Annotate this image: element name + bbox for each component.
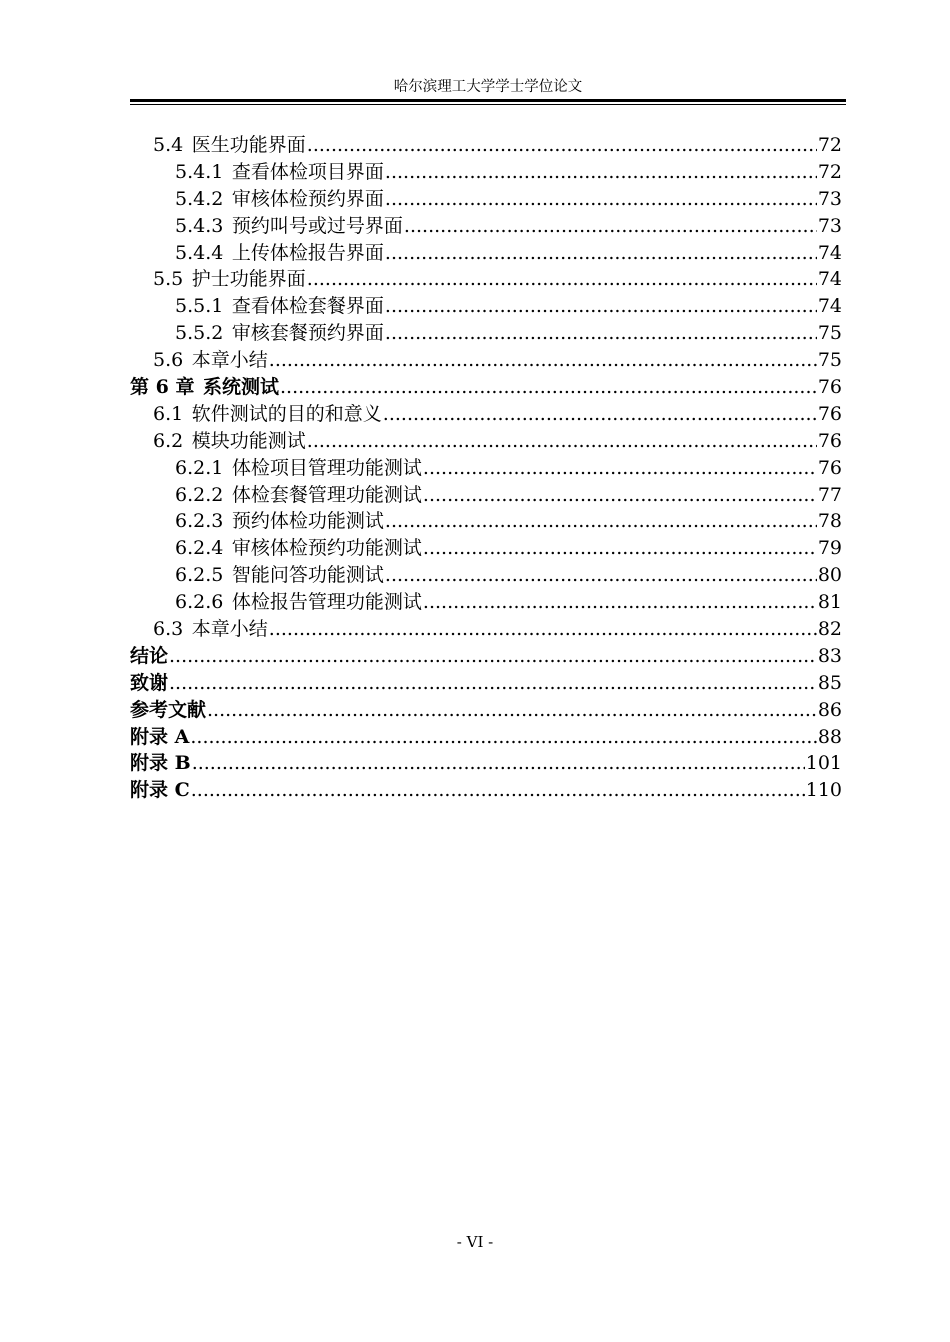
toc-entry-title: 护士功能界面 <box>191 268 306 291</box>
toc-entry-page: 81 <box>817 591 842 614</box>
toc-entry-title: 体检套餐管理功能测试 <box>231 483 422 506</box>
toc-entry[interactable] <box>130 320 842 347</box>
toc-entry-label <box>153 132 306 159</box>
toc-dot-leader <box>190 724 816 751</box>
toc-entry-page: 72 <box>817 134 842 156</box>
toc-entry-label <box>175 186 384 213</box>
toc-dot-leader <box>385 186 817 213</box>
table-of-contents <box>130 132 842 804</box>
toc-entry-number: 5.4.4 <box>175 241 224 264</box>
running-header-title: 哈尔滨理工大学学士学位论文 <box>393 79 583 95</box>
toc-entry-page: 74 <box>817 241 842 264</box>
toc-entry-title: 附录 B <box>130 752 191 775</box>
toc-entry-label <box>175 562 384 589</box>
toc-entry-number: 6.2 <box>153 429 184 452</box>
toc-entry-title: 医生功能界面 <box>191 134 306 156</box>
toc-entry-page: 74 <box>817 268 842 291</box>
toc-entry[interactable] <box>130 401 842 428</box>
toc-entry-number: 6.2.3 <box>175 510 224 533</box>
toc-entry-title: 附录 A <box>130 725 190 748</box>
toc-entry-number: 5.4 <box>153 134 184 156</box>
toc-entry-title: 预约体检功能测试 <box>231 510 384 533</box>
toc-entry-title: 参考文献 <box>130 698 207 721</box>
toc-entry-number: 5.6 <box>153 349 184 372</box>
toc-entry-number: 6.2.1 <box>175 456 224 479</box>
toc-entry-number: 5.5.2 <box>175 322 224 345</box>
toc-entry-label <box>175 508 384 535</box>
toc-entry-title: 软件测试的目的和意义 <box>191 402 382 425</box>
toc-entry-label <box>175 213 403 240</box>
toc-entry-page: 77 <box>817 483 842 506</box>
toc-dot-leader <box>423 455 817 482</box>
toc-entry[interactable] <box>130 482 842 509</box>
toc-entry-label <box>130 374 279 401</box>
toc-entry-page: 73 <box>817 214 842 237</box>
toc-entry[interactable] <box>130 535 842 562</box>
toc-dot-leader <box>269 616 817 643</box>
toc-entry-label <box>130 643 168 670</box>
toc-entry[interactable] <box>130 670 842 697</box>
toc-entry-title: 审核套餐预约界面 <box>231 322 384 345</box>
toc-dot-leader <box>385 562 817 589</box>
toc-entry[interactable] <box>130 213 842 240</box>
toc-entry-label <box>175 320 384 347</box>
toc-entry-title: 智能问答功能测试 <box>231 564 384 587</box>
toc-dot-leader <box>169 643 817 670</box>
toc-entry-page: 72 <box>817 160 842 183</box>
toc-entry-title: 查看体检套餐界面 <box>231 295 384 318</box>
toc-entry-title: 致谢 <box>130 671 169 694</box>
toc-entry[interactable] <box>130 293 842 320</box>
toc-dot-leader <box>207 697 817 724</box>
toc-entry-title: 上传体检报告界面 <box>231 241 384 264</box>
toc-entry-label <box>153 616 268 643</box>
toc-entry-title: 审核体检预约功能测试 <box>231 537 422 560</box>
toc-entry-page: 110 <box>805 779 842 802</box>
toc-entry-label <box>153 401 382 428</box>
toc-dot-leader <box>269 347 817 374</box>
toc-dot-leader <box>307 132 817 159</box>
toc-entry[interactable] <box>130 724 842 751</box>
toc-entry-title: 查看体检项目界面 <box>231 160 384 183</box>
toc-entry-page: 85 <box>817 671 842 694</box>
toc-entry-page: 101 <box>805 752 842 775</box>
toc-dot-leader <box>191 777 805 804</box>
toc-entry-page: 80 <box>817 564 842 587</box>
toc-entry-title: 体检项目管理功能测试 <box>231 456 422 479</box>
toc-entry[interactable] <box>130 347 842 374</box>
toc-entry-label <box>130 724 189 751</box>
toc-entry[interactable] <box>130 428 842 455</box>
toc-entry-label <box>175 535 422 562</box>
toc-entry-page: 78 <box>817 510 842 533</box>
toc-entry-page: 76 <box>817 402 842 425</box>
page-number-footer: - VI - <box>456 1233 494 1251</box>
toc-entry-label <box>153 428 306 455</box>
toc-entry-label <box>130 750 191 777</box>
toc-entry-number: 6.2.5 <box>175 564 224 587</box>
toc-entry[interactable] <box>130 777 842 804</box>
toc-entry-page: 83 <box>817 644 842 667</box>
toc-entry-number: 第 6 章 <box>130 376 195 399</box>
toc-entry-page: 75 <box>817 349 842 372</box>
toc-entry-title: 结论 <box>130 644 169 667</box>
toc-dot-leader <box>169 670 817 697</box>
toc-entry-number: 6.2.6 <box>175 591 224 614</box>
toc-entry[interactable] <box>130 643 842 670</box>
toc-entry[interactable] <box>130 750 842 777</box>
toc-entry-title: 预约叫号或过号界面 <box>231 214 403 237</box>
toc-entry-title: 模块功能测试 <box>191 429 306 452</box>
toc-entry-label <box>153 266 306 293</box>
header-rule-thin <box>130 104 846 105</box>
toc-entry-page: 79 <box>817 537 842 560</box>
toc-entry-number: 5.4.3 <box>175 214 224 237</box>
toc-entry[interactable] <box>130 240 842 267</box>
toc-entry-page: 86 <box>817 698 842 721</box>
toc-entry-number: 5.4.1 <box>175 160 224 183</box>
toc-entry-page: 82 <box>817 618 842 641</box>
toc-entry-label <box>130 697 206 724</box>
toc-dot-leader <box>385 293 817 320</box>
toc-dot-leader <box>385 240 817 267</box>
toc-entry-title: 本章小结 <box>191 618 268 641</box>
toc-entry-number: 6.2.4 <box>175 537 224 560</box>
toc-entry[interactable] <box>130 616 842 643</box>
toc-entry-page: 88 <box>817 725 842 748</box>
toc-dot-leader <box>385 320 817 347</box>
toc-entry[interactable] <box>130 562 842 589</box>
toc-entry[interactable] <box>130 697 842 724</box>
toc-entry-number: 6.2.2 <box>175 483 224 506</box>
toc-entry-label <box>175 482 422 509</box>
toc-entry-page: 74 <box>817 295 842 318</box>
toc-entry-label <box>130 777 190 804</box>
toc-entry[interactable] <box>130 374 842 401</box>
toc-dot-leader <box>385 159 817 186</box>
toc-entry-number: 6.3 <box>153 618 184 641</box>
toc-entry-title: 附录 C <box>130 779 190 802</box>
toc-entry-title: 本章小结 <box>191 349 268 372</box>
toc-dot-leader <box>423 535 817 562</box>
toc-dot-leader <box>307 266 817 293</box>
toc-entry-title: 系统测试 <box>203 376 280 399</box>
toc-entry[interactable] <box>130 455 842 482</box>
toc-entry-page: 76 <box>817 376 842 399</box>
toc-dot-leader <box>423 482 817 509</box>
toc-entry-label <box>175 293 384 320</box>
toc-entry-label <box>153 347 268 374</box>
toc-entry[interactable] <box>130 186 842 213</box>
toc-entry-label <box>175 589 422 616</box>
toc-entry-number: 5.4.2 <box>175 187 224 210</box>
toc-entry-page: 76 <box>817 456 842 479</box>
toc-dot-leader <box>404 213 817 240</box>
toc-entry-label <box>175 455 422 482</box>
toc-entry-title: 体检报告管理功能测试 <box>231 591 422 614</box>
toc-entry[interactable] <box>130 508 842 535</box>
toc-entry-title: 审核体检预约界面 <box>231 187 384 210</box>
toc-dot-leader <box>423 589 817 616</box>
toc-dot-leader <box>383 401 817 428</box>
toc-entry-label <box>175 159 384 186</box>
toc-entry[interactable] <box>130 132 842 159</box>
toc-entry-number: 6.1 <box>153 402 184 425</box>
toc-entry-number: 5.5 <box>153 268 184 291</box>
toc-entry[interactable] <box>130 589 842 616</box>
toc-entry-page: 76 <box>817 429 842 452</box>
toc-entry-label <box>175 240 384 267</box>
toc-dot-leader <box>307 428 817 455</box>
toc-entry[interactable] <box>130 266 842 293</box>
toc-entry-page: 75 <box>817 322 842 345</box>
toc-dot-leader <box>280 374 817 401</box>
toc-entry-page: 73 <box>817 187 842 210</box>
header-rule-thick <box>130 99 846 102</box>
toc-entry-number: 5.5.1 <box>175 295 224 318</box>
toc-dot-leader <box>192 750 805 777</box>
toc-dot-leader <box>385 508 817 535</box>
toc-entry-label <box>130 670 168 697</box>
toc-entry[interactable] <box>130 159 842 186</box>
